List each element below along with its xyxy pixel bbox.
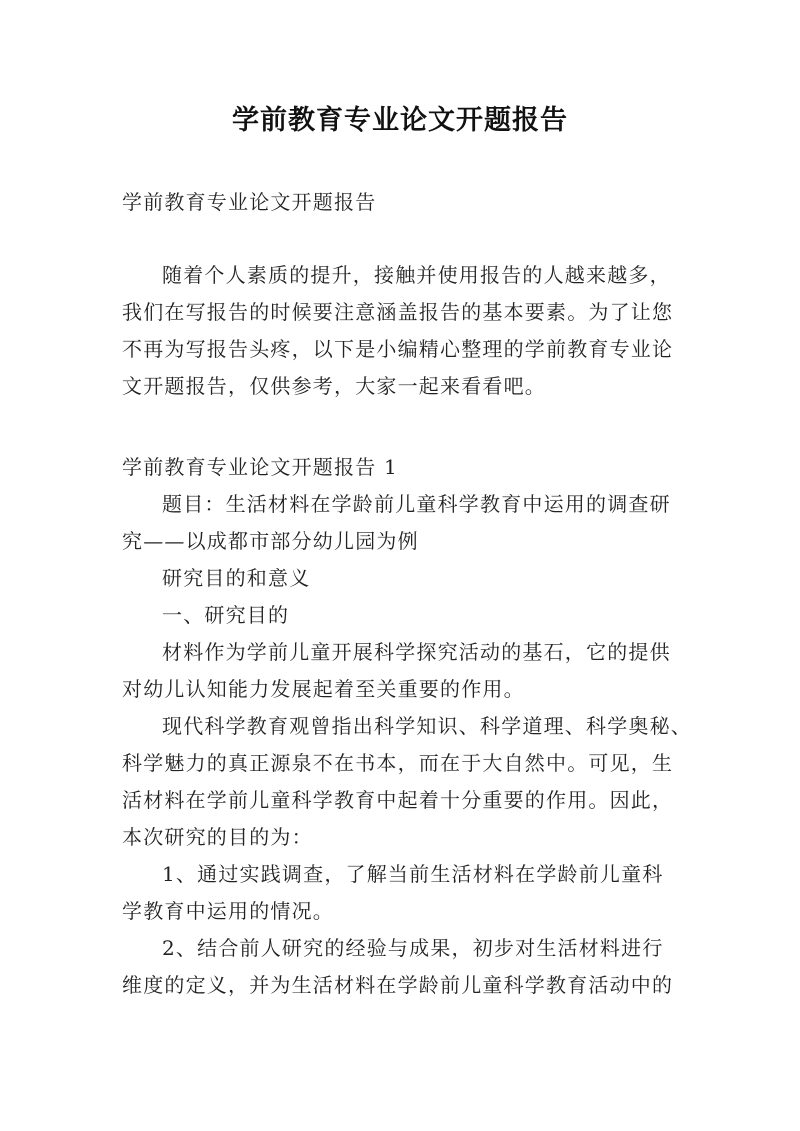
- paragraph-line: 不再为写报告头疼，以下是小编精心整理的学前教育专业论: [122, 337, 674, 361]
- section-heading: 学前教育专业论文开题报告 1: [122, 455, 398, 479]
- paragraph-line: 研究目的和意义: [162, 566, 311, 590]
- paragraph-line: 材料作为学前儿童开展科学探究活动的基石，它的提供: [162, 640, 671, 664]
- paragraph-line: 文开题报告，仅供参考，大家一起来看看吧。: [122, 374, 546, 398]
- paragraph-line: 1、通过实践调查，了解当前生活材料在学龄前儿童科: [162, 862, 664, 886]
- paragraph-line: 对幼儿认知能力发展起着至关重要的作用。: [122, 677, 525, 701]
- paragraph-line: 一、研究目的: [162, 603, 290, 627]
- paragraph-line: 科学魅力的真正源泉不在书本，而在于大自然中。可见，生: [122, 751, 674, 775]
- paragraph-line: 本次研究的目的为：: [122, 825, 313, 849]
- paragraph-line: 现代科学教育观曾指出科学知识、科学道理、科学奥秘、: [162, 714, 692, 738]
- paragraph-line: 题目：生活材料在学龄前儿童科学教育中运用的调查研: [162, 492, 671, 516]
- paragraph-line: 维度的定义，并为生活材料在学龄前儿童科学教育活动中的: [122, 973, 674, 997]
- paragraph-line: 究——以成都市部分幼儿园为例: [122, 529, 419, 553]
- subtitle-line: 学前教育专业论文开题报告: [122, 190, 377, 214]
- paragraph-line: 活材料在学前儿童科学教育中起着十分重要的作用。因此，: [122, 788, 674, 812]
- paragraph-line: 2、结合前人研究的经验与成果，初步对生活材料进行: [162, 936, 664, 960]
- paragraph-line: 随着个人素质的提升，接触并使用报告的人越来越多，: [162, 263, 671, 287]
- paragraph-line: 我们在写报告的时候要注意涵盖报告的基本要素。为了让您: [122, 300, 674, 324]
- paragraph-line: 学教育中运用的情况。: [122, 899, 334, 923]
- document-title: 学前教育专业论文开题报告: [232, 105, 568, 136]
